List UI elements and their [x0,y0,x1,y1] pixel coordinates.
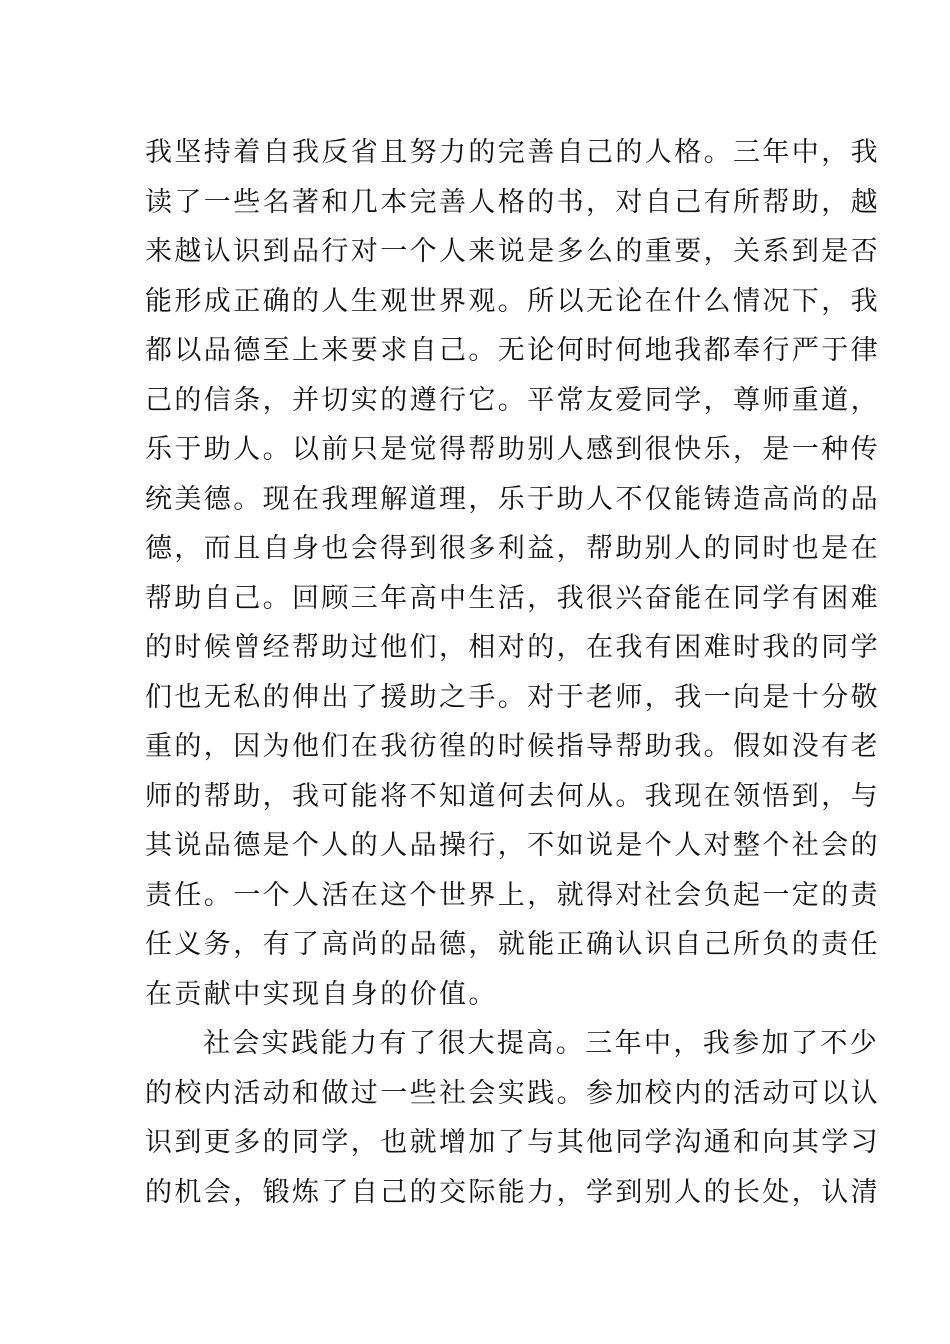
text-line: 读了一些名著和几本完善人格的书，对自己有所帮助，越 [145,186,880,218]
text-line: 的时候曾经帮助过他们，相对的，在我有困难时我的同学 [145,632,880,663]
text-line: 师的帮助，我可能将不知道何去何从。我现在领悟到，与 [145,780,880,812]
text-line: 社会实践能力有了很大提高。三年中，我参加了不少 [203,1028,880,1059]
text-line: 我坚持着自我反省且努力的完善自己的人格。三年中，我 [145,137,880,168]
text-line: 德，而且自身也会得到很多利益，帮助别人的同时也是在 [145,533,880,564]
text-line: 识到更多的同学，也就增加了与其他同学沟通和向其学习 [145,1127,880,1158]
text-line: 责任。一个人活在这个世界上，就得对社会负起一定的责 [145,879,880,911]
text-line: 在贡献中实现自身的价值。 [145,978,498,1010]
text-line: 的校内活动和做过一些社会实践。参加校内的活动可以认 [145,1077,880,1109]
text-line: 任义务，有了高尚的品德，就能正确认识自己所负的责任 [145,929,880,960]
text-line: 己的信条，并切实的遵行它。平常友爱同学，尊师重道， [145,384,880,416]
text-line: 乐于助人。以前只是觉得帮助别人感到很快乐，是一种传 [145,434,880,465]
text-line: 帮助自己。回顾三年高中生活，我很兴奋能在同学有困难 [145,582,880,614]
paragraph-1 [145,128,880,1019]
paragraph-2 [145,1019,880,1217]
text-line: 统美德。现在我理解道理，乐于助人不仅能铸造高尚的品 [145,483,880,515]
text-line: 其说品德是个人的人品操行，不如说是个人对整个社会的 [145,830,880,861]
text-line: 来越认识到品行对一个人来说是多么的重要，关系到是否 [145,236,880,267]
document-page [145,128,880,1217]
text-line: 能形成正确的人生观世界观。所以无论在什么情况下，我 [145,285,880,317]
text-line: 们也无私的伸出了援助之手。对于老师，我一向是十分敬 [145,681,880,713]
text-line: 都以品德至上来要求自己。无论何时何地我都奉行严于律 [145,335,880,366]
text-line: 重的，因为他们在我彷徨的时候指导帮助我。假如没有老 [145,731,880,762]
text-line: 的机会，锻炼了自己的交际能力，学到别人的长处，认清 [145,1176,880,1208]
